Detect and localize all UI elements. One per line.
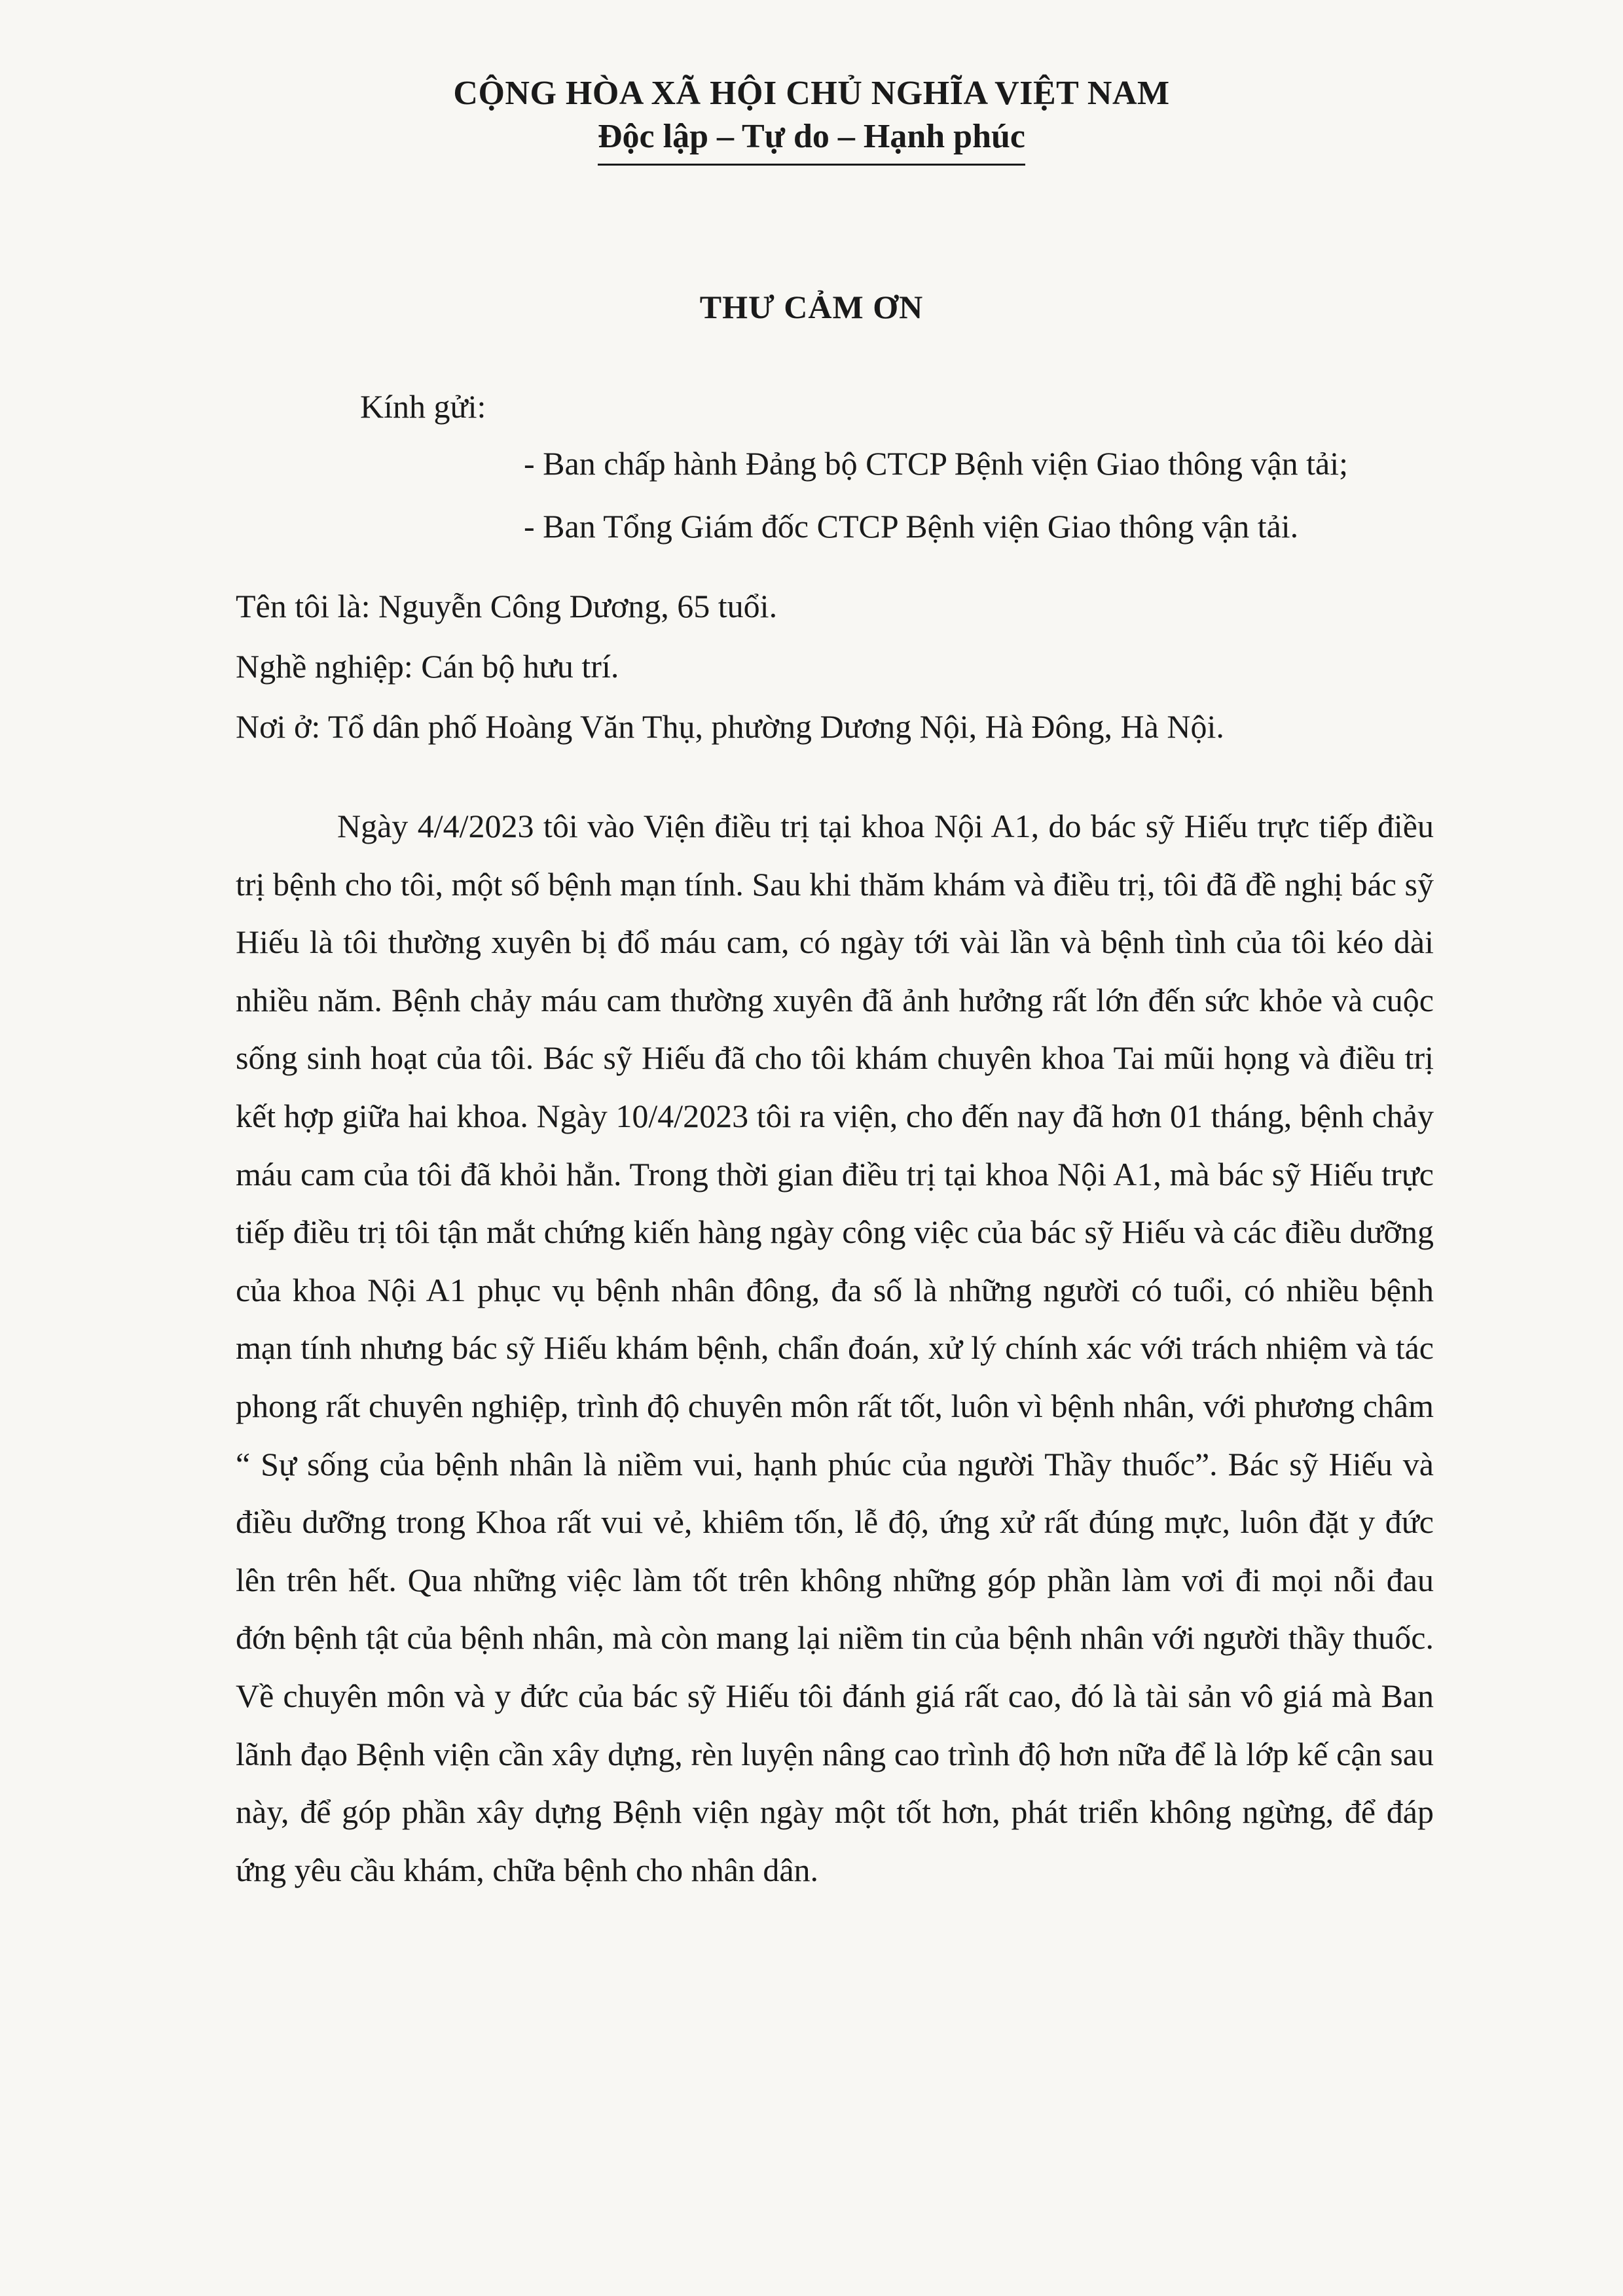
nation-name: CỘNG HÒA XÃ HỘI CHỦ NGHĨA VIỆT NAM <box>453 75 1170 112</box>
national-header <box>0 72 1623 166</box>
sender-job-line: Nghề nghiệp: Cán bộ hưu trí. <box>236 648 619 685</box>
letter-body-paragraph: Ngày 4/4/2023 tôi vào Viện điều trị tại khoa Nội A1, do bác sỹ Hiếu trực tiếp điều trị bệnh cho tôi, một số bệnh mạn tính. Sau khi thăm khám và điều trị, tôi đã đề nghị bác sỹ Hiếu là tôi thường xuyên bị đổ máu cam, có ngày tới vài lần và bệnh tình của tôi kéo dài nhiều năm. Bệnh chảy máu cam thường xuyên đã ảnh hưởng rất lớn đến sức khỏe và cuộc sống sinh hoạt của tôi. Bác sỹ Hiếu đã cho tôi khám chuyên khoa Tai mũi họng và điều trị kết hợp giữa hai khoa. Ngày 10/4/2023 tôi ra viện, cho đến nay đã hơn 01 tháng, bệnh chảy máu cam của tôi đã khỏi hẳn. Trong thời gian điều trị tại khoa Nội A1, mà bác sỹ Hiếu trực tiếp điều trị tôi tận mắt chứng kiến hàng ngày công việc của bác sỹ Hiếu và các điều dưỡng của khoa Nội A1 phục vụ bệnh nhân đông, đa số là những người có tuổi, có nhiều bệnh mạn tính nhưng bác sỹ Hiếu khám bệnh, chẩn đoán, xử lý chính xác với trách nhiệm và tác phong rất chuyên nghiệp, trình độ chuyên môn rất tốt, luôn vì bệnh nhân, với phương châm “ Sự sống của bệnh nhân là niềm vui, hạnh phúc của người Thầy thuốc”. Bác sỹ Hiếu và điều dưỡng trong Khoa rất vui vẻ, khiêm tốn, lễ độ, ứng xử rất đúng mực, luôn đặt y đức lên trên hết. Qua những việc làm tốt trên không những góp phần làm vơi đi mọi nỗi đau đớn bệnh tật của bệnh nhân, mà còn mang lại niềm tin của bệnh nhân với người thầy thuốc. Về chuyên môn và y đức của bác sỹ Hiếu tôi đánh giá rất cao, đó là tài sản vô giá mà Ban lãnh đạo Bệnh viện cần xây dựng, rèn luyện nâng cao trình độ hơn nữa để là lớp kế cận sau này, để góp phần xây dựng Bệnh viện ngày một tốt hơn, phát triển không ngừng, để đáp ứng yêu cầu khám, chữa bệnh cho nhân dân. <box>236 808 1434 1888</box>
sender-name-line: Tên tôi là: Nguyễn Công Dương, 65 tuổi. <box>236 588 778 624</box>
recipient-item: - Ban chấp hành Đảng bộ CTCP Bệnh viện Giao thông vận tải; <box>524 445 1349 482</box>
national-motto: Độc lập – Tự do – Hạnh phúc <box>598 115 1025 166</box>
salutation: Kính gửi: <box>360 388 486 425</box>
recipient-list <box>524 432 1348 558</box>
letter-title: THƯ CẢM ƠN <box>699 289 924 325</box>
sender-address-line: Nơi ở: Tổ dân phố Hoàng Văn Thụ, phường Dương Nội, Hà Đông, Hà Nội. <box>236 708 1224 745</box>
recipient-item: - Ban Tổng Giám đốc CTCP Bệnh viện Giao thông vận tải. <box>524 508 1299 545</box>
sender-info <box>236 576 1224 757</box>
